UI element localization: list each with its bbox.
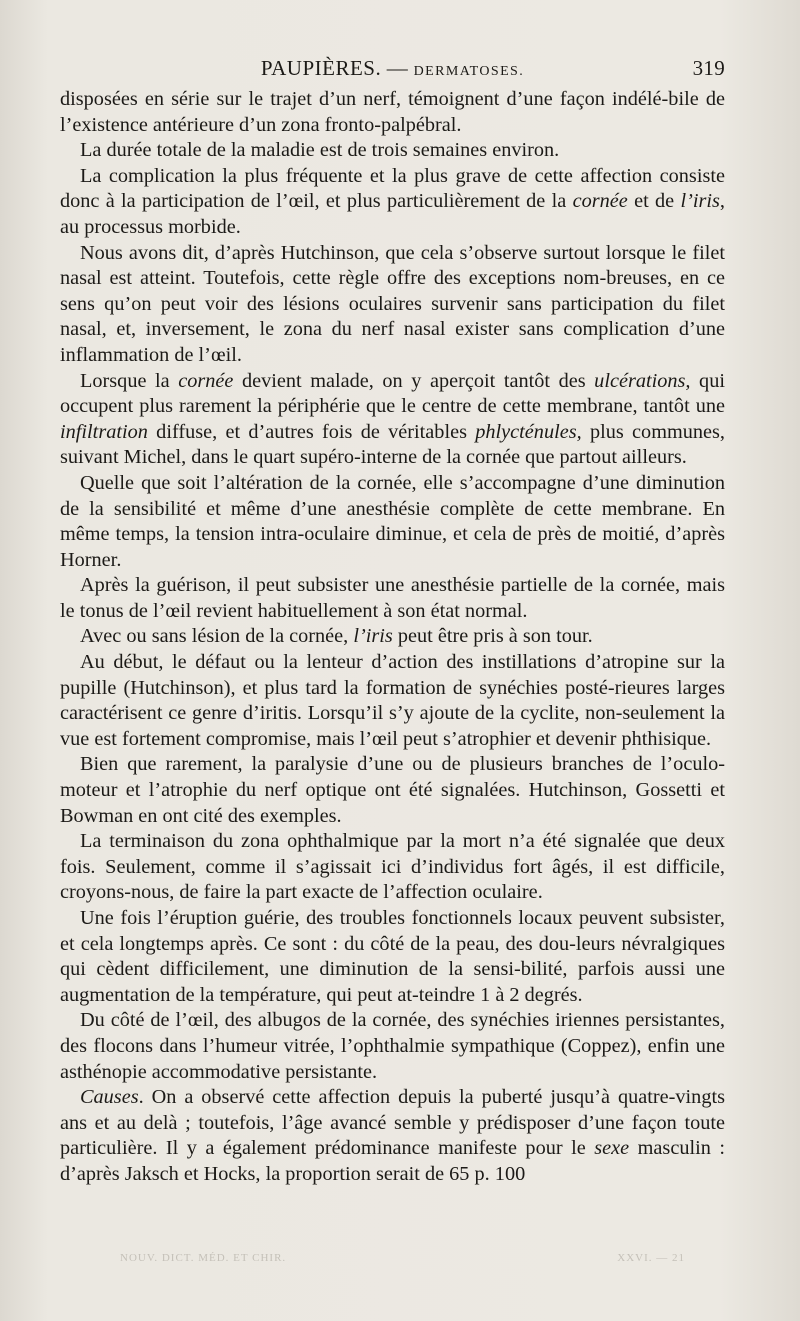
paragraph: [60, 624, 725, 650]
running-title-main: PAUPIÈRES.: [260, 56, 382, 80]
paragraph: [60, 650, 725, 752]
text-run: Quelle que soit l’altération de la cornée, elle s’accompagne d’une diminution de la sensibilité et même d’une anesthésie complète de cette membrane. En même temps, la tension intra-oculaire diminue, et cela de près de moitié, d’après Horner.: [60, 471, 725, 571]
paragraph: [60, 471, 725, 573]
italic-term: infiltration: [60, 420, 148, 443]
text-run: Au début, le défaut ou la lenteur d’action des instillations d’atropine sur la pupille (Hutchinson), et plus tard la formation de synéchies posté-rieures larges caractérisent ce genre d’iritis. Lorsqu’il s’y ajoute de la cyclite, non-seulement la vue est fortement compromise, mais l’œil peut s’atrophier et devenir phthisique.: [60, 651, 725, 750]
paragraph: [60, 87, 725, 138]
text-run: Après la guérison, il peut subsister une anesthésie partielle de la cornée, mais le tonus de l’œil revient habituellement à son état normal.: [60, 574, 725, 622]
footer-signature-right: XXVI. — 21: [617, 1252, 685, 1264]
paragraph: [60, 1085, 725, 1187]
italic-term: phlycténules,: [475, 420, 582, 443]
text-run: Lorsque la: [80, 369, 179, 392]
italic-term: l’iris: [353, 625, 393, 648]
paragraph: [60, 164, 725, 241]
text-run: diffuse, et d’autres fois de véritables: [147, 420, 476, 443]
italic-term: ulcérations,: [594, 369, 691, 392]
text-run: disposées en série sur le trajet d’un nerf, témoignent d’une façon indélé-bile de l’existence antérieure d’un zona fronto-palpébral.: [60, 88, 725, 136]
running-title: [60, 56, 725, 81]
paragraph: [60, 906, 725, 1008]
italic-term: Causes: [80, 1086, 139, 1109]
text-run: plus communes, suivant Michel, dans le quart supéro-interne de la cornée que partout ailleurs.: [60, 420, 725, 469]
text-run: masculin : d’après Jaksch et Hocks, la proportion serait de 65 p. 100: [60, 1137, 726, 1185]
page-header: [60, 56, 725, 86]
page-number: 319: [692, 56, 725, 80]
text-run: Du côté de l’œil, des albugos de la cornée, des synéchies iriennes persistantes, des flocons dans l’humeur vitrée, l’ophthalmie sympathique (Coppez), enfin une asthénopie accommodative persistante.: [60, 1009, 725, 1083]
text-run: Nous avons dit, d’après Hutchinson, que cela s’observe surtout lorsque le filet nasal est atteint. Toutefois, cette règle offre des exceptions nom-breuses, en ce sens qu’on peut voir des lésions oculaires survenir sans participation du filet nasal, et, inversement, le zona du nerf nasal exister sans complication d’une inflammation de l’œil.: [60, 241, 725, 366]
text-run: devient malade, on y aperçoit tantôt des: [233, 369, 595, 392]
footer-signature-left: NOUV. DICT. MÉD. ET CHIR.: [120, 1252, 287, 1264]
italic-term: sexe: [594, 1137, 630, 1160]
text-run: Avec ou sans lésion de la cornée,: [80, 625, 354, 648]
paragraph: [60, 829, 725, 906]
italic-term: l’iris: [680, 190, 720, 213]
text-run: peut être pris à son tour.: [392, 625, 593, 648]
paragraph: [60, 752, 725, 829]
italic-term: cornée: [178, 369, 234, 392]
paragraph: [60, 1008, 725, 1085]
paragraph: [60, 138, 725, 164]
body-text: [60, 87, 725, 1188]
text-run: Une fois l’éruption guérie, des troubles fonctionnels locaux peuvent subsister, et cela longtemps après. Ce sont : du côté de la peau, des dou-leurs névralgiques qui cèdent difficilement, une diminution de la sensi-bilité, parfois aussi une augmentation de la température, qui peut at-teindre 1 à 2 degrés.: [60, 907, 725, 1006]
text-run: qui occupent plus rarement la périphérie que le centre de cette membrane, tantôt une: [60, 369, 725, 418]
paragraph: [60, 573, 725, 624]
paragraph: [60, 241, 725, 369]
running-title-separator: —: [386, 56, 409, 80]
running-title-sub: DERMATOSES.: [413, 64, 525, 79]
text-run: La complication la plus fréquente et la plus grave de cette affection consiste donc à la participation de l’œil, et plus particulièrement de la: [60, 164, 725, 213]
text-run: Bien que rarement, la paralysie d’une ou de plusieurs branches de l’oculo-moteur et l’atrophie du nerf optique ont été signalées. Hutchinson, Gossetti et Bowman en ont cité des exemples.: [60, 753, 725, 827]
text-run: . On a observé cette affection depuis la puberté jusqu’à quatre-vingts ans et au delà ; toutefois, l’âge avancé semble y prédisposer d’une façon toute particulière. Il y a également prédominance manifeste pour le: [60, 1086, 725, 1160]
text-run: La durée totale de la maladie est de trois semaines environ.: [80, 139, 560, 162]
italic-term: cornée: [572, 190, 628, 213]
paragraph: [60, 369, 725, 471]
text-run: La terminaison du zona ophthalmique par la mort n’a été signalée que deux fois. Seulement, comme il s’agissait ici d’individus fort âgés, il est difficile, croyons-nous, de faire la part exacte de l’affection oculaire.: [60, 830, 725, 904]
text-run: , au processus morbide.: [60, 190, 725, 238]
text-run: et de: [627, 190, 681, 213]
